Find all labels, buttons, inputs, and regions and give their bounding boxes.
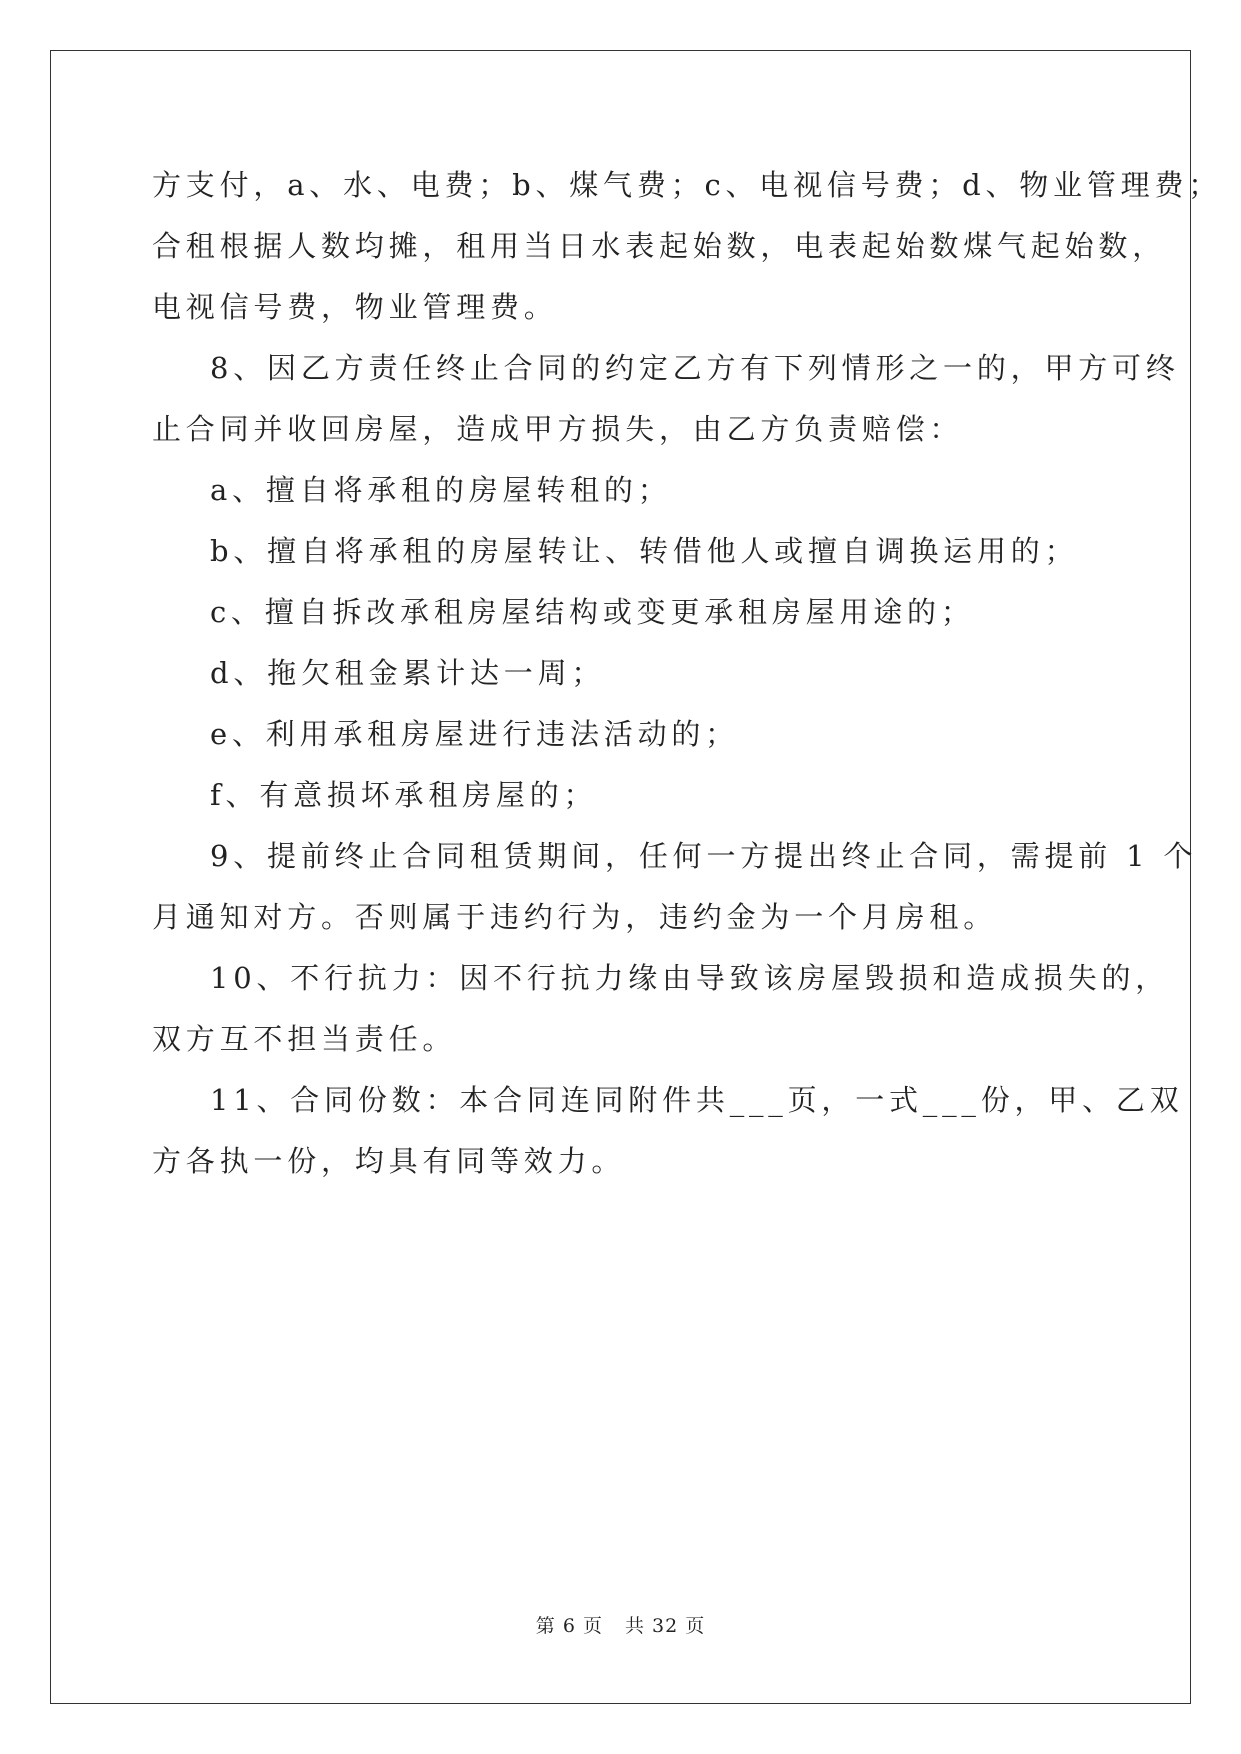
text-line: 电视信号费，物业管理费。 — [152, 290, 558, 324]
text-line: f、有意损坏承租房屋的； — [210, 778, 598, 812]
page-number: 第 6 页 — [535, 1615, 603, 1637]
text-line: 方支付，a、水、电费；b、煤气费；c、电视信号费；d、物业管理费； — [152, 168, 1223, 202]
text-line: c、擅自拆改承租房屋结构或变更承租房屋用途的； — [210, 595, 975, 629]
text-line: 双方互不担当责任。 — [152, 1022, 457, 1056]
document-body — [152, 155, 1223, 1192]
text-line: d、拖欠租金累计达一周； — [210, 656, 606, 690]
page-total: 共 32 页 — [624, 1615, 706, 1637]
page-footer — [0, 1611, 1241, 1638]
text-line: 10、不行抗力：因不行抗力缘由导致该房屋毁损和造成损失的， — [210, 961, 1170, 995]
text-line: 11、合同份数：本合同连同附件共___页，一式___份，甲、乙双 — [210, 1083, 1184, 1117]
text-line: e、利用承租房屋进行违法活动的； — [210, 717, 739, 751]
text-line: a、擅自将承租的房屋转租的； — [210, 473, 672, 507]
text-line: 8、因乙方责任终止合同的约定乙方有下列情形之一的，甲方可终 — [210, 351, 1180, 385]
text-line: 止合同并收回房屋，造成甲方损失，由乙方负责赔偿： — [152, 412, 964, 446]
text-line: 月通知对方。否则属于违约行为，违约金为一个月房租。 — [152, 900, 998, 934]
text-line: 9、提前终止合同租赁期间，任何一方提出终止合同，需提前 1 个 — [210, 839, 1198, 873]
text-line: b、擅自将承租的房屋转让、转借他人或擅自调换运用的； — [210, 534, 1079, 568]
text-line: 方各执一份，均具有同等效力。 — [152, 1144, 626, 1178]
text-line: 合租根据人数均摊，租用当日水表起始数，电表起始数煤气起始数， — [152, 229, 1167, 263]
